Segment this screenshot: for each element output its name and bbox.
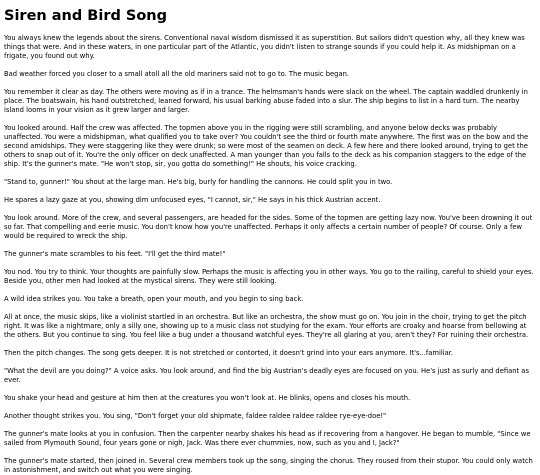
story-paragraph: You looked around. Half the crew was affected. The topmen above you in the rigging were still scrambling, and anyone below decks was probably unaffected. You were a midshipman, what qualified you to take over? You couldn't see the third or fourth mate anywhere. The first was on the bow and the second amidships. They were staggering like they were drunk; so were most of the seamen on deck. A few here and there looked around, trying to get the others to snap out of it. You're the only officer on deck unaffected. A man younger than you falls to the deck as his companion staggers to the edge of the ship. It's the gunner's mate. "He won't stop, sir, you gotta do something!" He shouts, his voice cracking.: [4, 124, 529, 168]
story-paragraph: The gunner's mate scrambles to his feet. "I'll get the third mate!": [4, 250, 226, 258]
story-title: Siren and Bird Song: [4, 8, 168, 24]
story-paragraph: You shake your head and gesture at him then at the creatures you won't look at. He blinks, opens and closes his mouth.: [4, 394, 411, 402]
story-paragraph: You remember it clear as day. The others were moving as if in a trance. The helmsman's hands were slack on the wheel. The captain waddled drunkenly in place. The boatswain, his hand outstretched, leaned forward, his usual barking abuse faded into a slur. The ship begins to list in a hard turn. The nearby island looms in your vision as it grew larger and larger.: [4, 88, 528, 114]
story-paragraph: "Stand to, gunner!" You shout at the large man. He's big, burly for handling the cannons. He could split you in two.: [4, 178, 393, 186]
story-paragraph: You always knew the legends about the sirens. Conventional naval wisdom dismissed it as superstition. But sailors didn't question why, all they knew was things that were. And in these waters, in one particular part of the Atlantic, you didn't listen to strange sounds if you could help it. As midshipman on a frigate, you found out why.: [4, 34, 525, 60]
story-paragraph: The gunner's mate started, then joined in. Several crew members took up the song, singing the chorus. They roused from their stupor. You could only watch in astonishment, and switch out what you were singing.: [4, 457, 533, 474]
story-paragraph: Bad weather forced you closer to a small atoll all the old mariners said not to go to. The music began.: [4, 70, 350, 78]
story-paragraph: He spares a lazy gaze at you, showing dim unfocused eyes, "I cannot, sir," He says in his thick Austrian accent.: [4, 196, 381, 204]
story-paragraph: You nod. You try to think. Your thoughts are painfully slow. Perhaps the music is affecting you in other ways. You go to the railing, careful to shield your eyes. Beside you, other men had looked at the mystical sirens. They were still looking.: [4, 268, 534, 285]
story-paragraph: The gunner's mate looks at you in confusion. Then the carpenter nearby shakes his head as if recovering from a hangover. He began to mumble, "Since we sailed from Plymouth Sound, four years gone or nigh, Jack. Was there ever chummies, now, such as you and I, Jack?": [4, 430, 531, 447]
story-paragraph: You look around. More of the crew, and several passengers, are headed for the sides. Some of the topmen are getting lazy now. You've been drowning it out so far. That compelling and eerie music. You don't know how you're unaffected. Perhaps it only affects a certain number of people? Of course. Only a few would be required to wreck the ship.: [4, 214, 533, 240]
story-paragraph: All at once, the music skips, like a violinist startled in an orchestra. But like an orchestra, the show must go on. You join in the choir, trying to get the pitch right. It was like a nightmare, only a silly one, showing up to a music class not studying for the exam. Your efforts are croaky and hoarse from bellowing at the others. But you continue to sing. You feel like a bug under a thousand watchful eyes. They're all glaring at you, aren't they? For ruining their orchestra.: [4, 313, 529, 339]
story-paragraph: "What the devil are you doing?" A voice asks. You look around, and find the big Austrian's deadly eyes are focused on you. He's just as surly and defiant as ever.: [4, 367, 529, 384]
story-paragraph: Then the pitch changes. The song gets deeper. It is not stretched or contorted, it doesn't grind into your ears anymore. It's...familiar.: [4, 349, 454, 357]
story-paragraph: A wild idea strikes you. You take a breath, open your mouth, and you begin to sing back.: [4, 295, 304, 303]
story-paragraph: Another thought strikes you. You sing, "Don't forget your old shipmate, faldee raldee raldee raldee rye-eye-doe!": [4, 412, 387, 420]
